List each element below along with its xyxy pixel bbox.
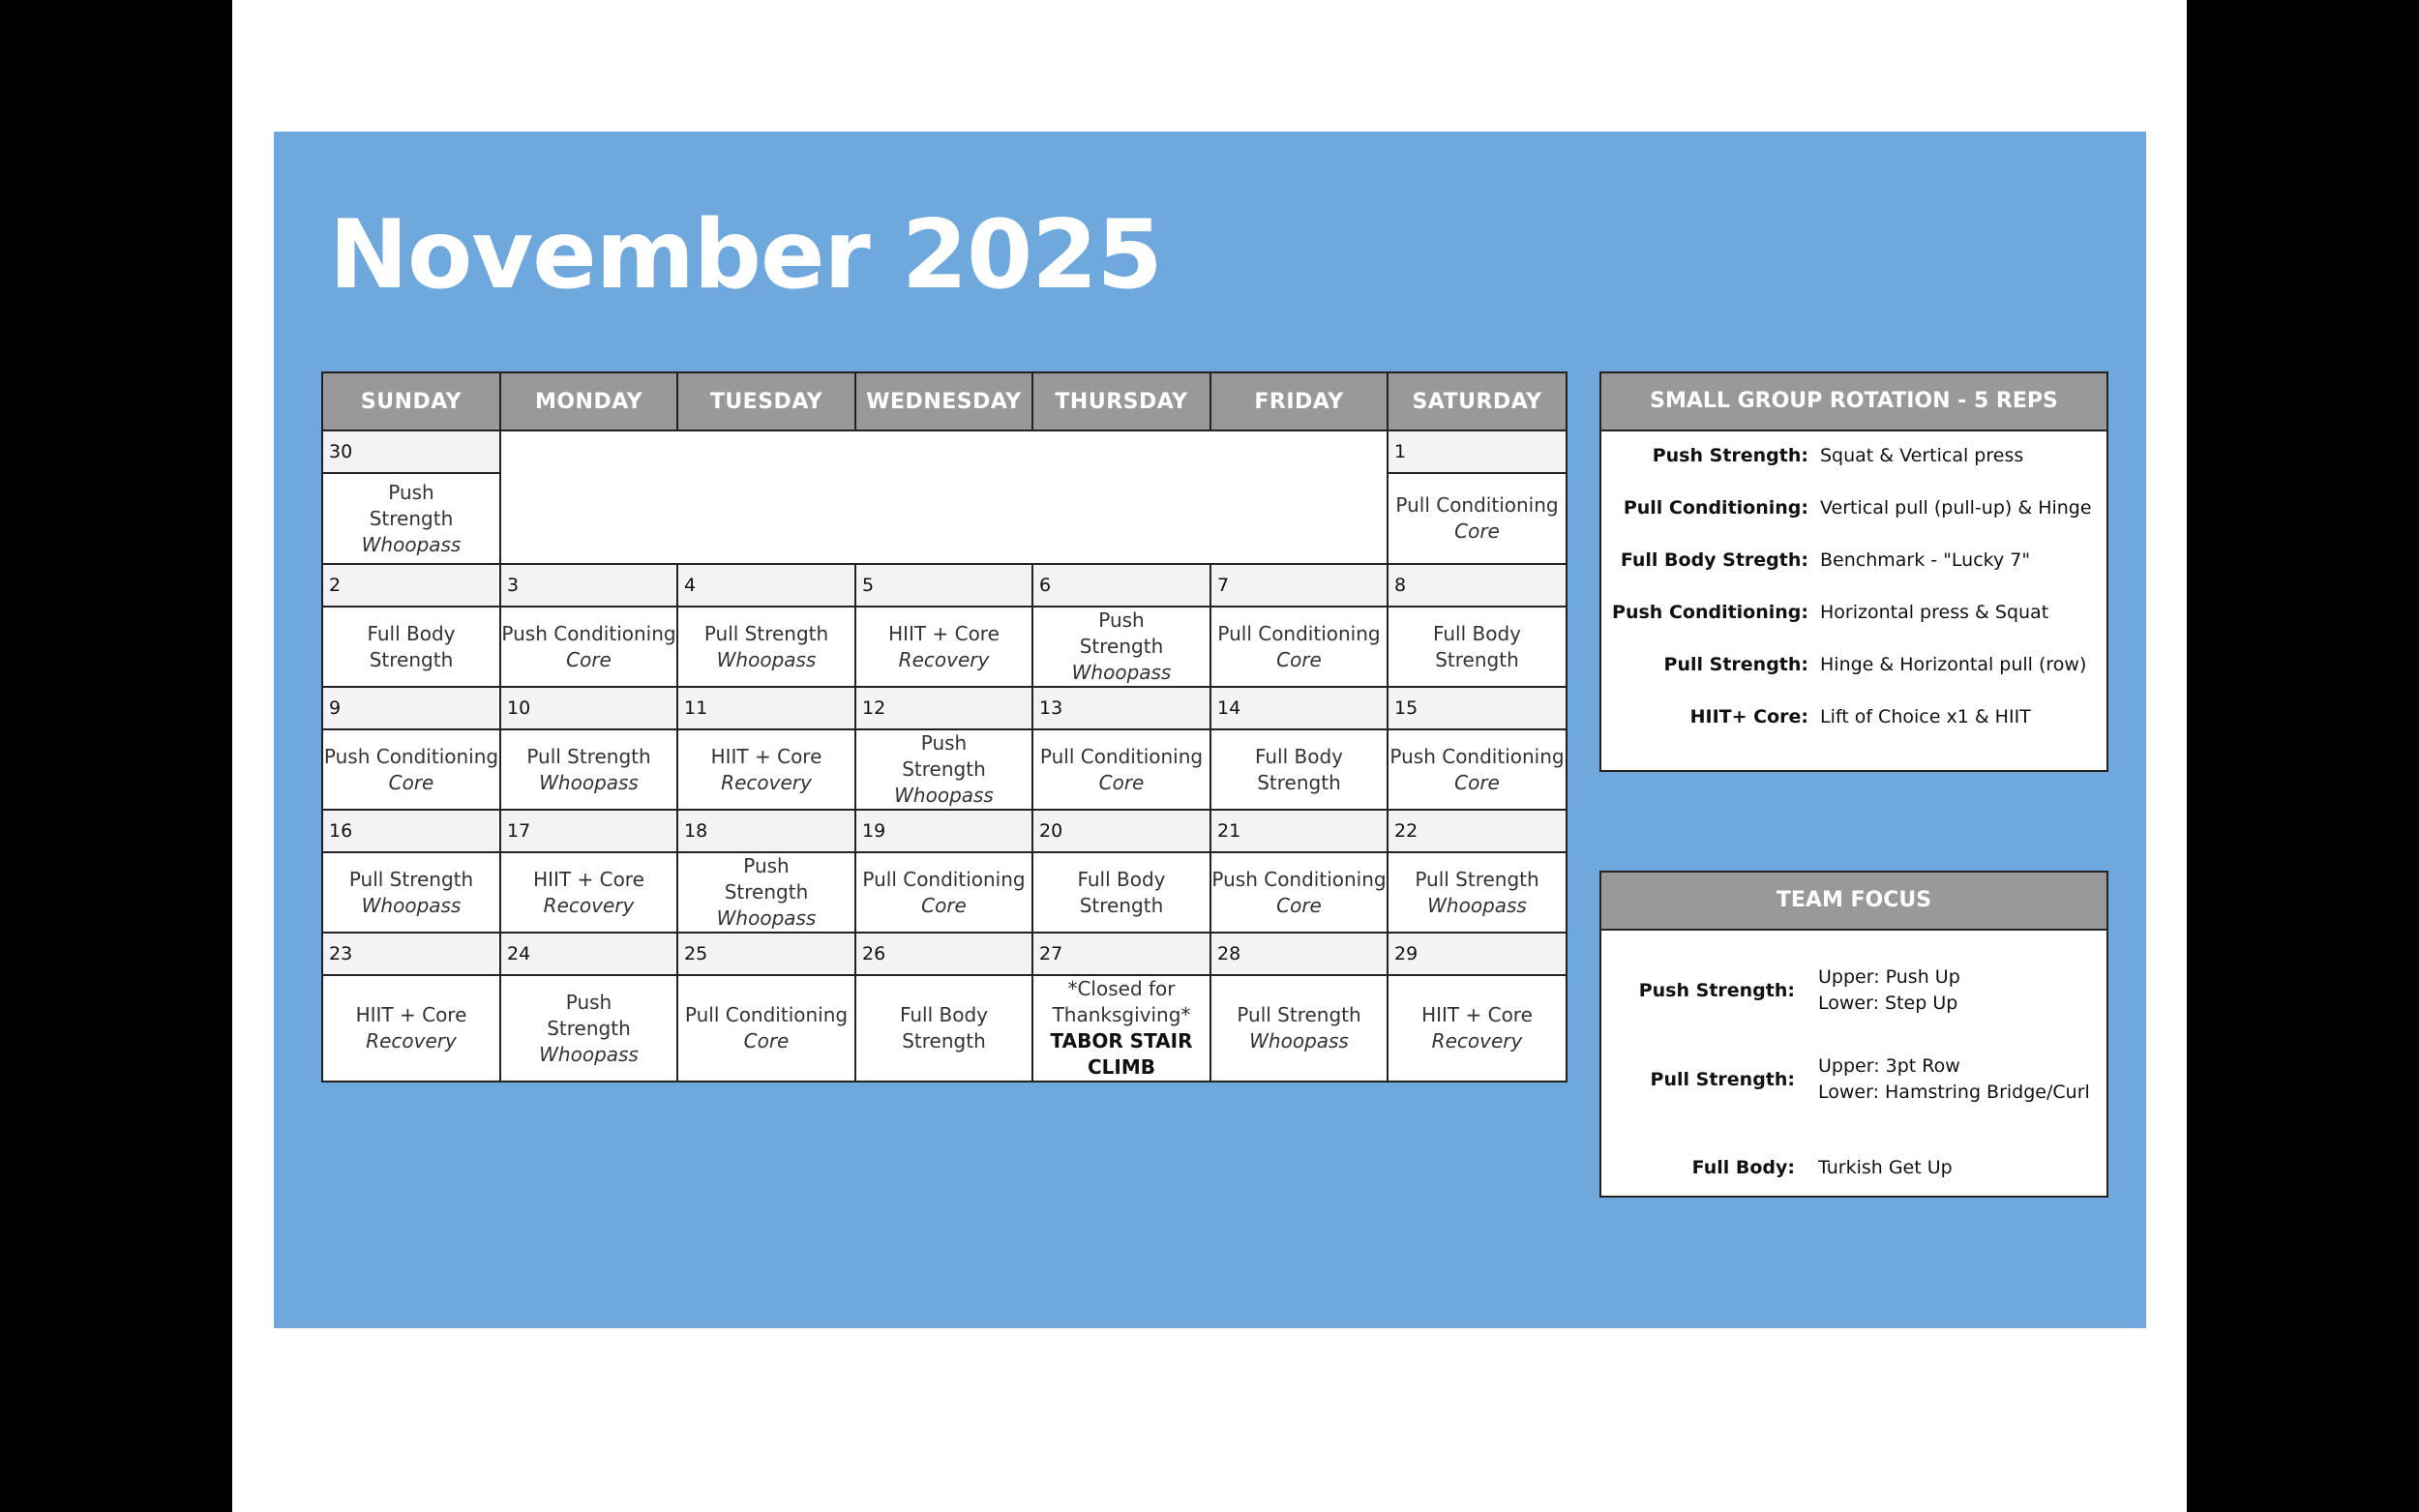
workout-name: Strength xyxy=(369,506,454,530)
team-focus-label: Push Strength: xyxy=(1638,980,1795,1001)
workout-cell[interactable] xyxy=(1388,473,1567,564)
date-number: 24 xyxy=(500,933,677,975)
workout-name: Pull Conditioning xyxy=(1039,744,1204,768)
workout-row xyxy=(322,852,1567,933)
workout-cell[interactable] xyxy=(1388,975,1567,1082)
workout-cell[interactable] xyxy=(500,852,677,933)
workout-cell[interactable] xyxy=(322,975,500,1082)
workout-name: Pull Strength xyxy=(526,744,651,768)
workout-name: Pull Strength xyxy=(703,621,829,645)
workout-name: Full Body Strength xyxy=(899,1003,989,1052)
workout-cell[interactable] xyxy=(855,607,1032,687)
workout-focus: Recovery xyxy=(898,647,990,671)
weekday-header-tuesday: TUESDAY xyxy=(677,372,855,430)
rotation-value: Benchmark - "Lucky 7" xyxy=(1820,549,2031,571)
rotation-label: Pull Strength: xyxy=(1663,654,1808,675)
workout-cell[interactable] xyxy=(322,729,500,810)
workout-cell[interactable] xyxy=(1210,729,1388,810)
workout-focus: Core xyxy=(921,893,967,917)
workout-cell[interactable] xyxy=(1032,975,1210,1082)
rotation-value: Hinge & Horizontal pull (row) xyxy=(1820,654,2087,675)
weekday-header-thursday: THURSDAY xyxy=(1032,372,1210,430)
workout-focus: Recovery xyxy=(543,893,635,917)
workout-name: Push Conditioning xyxy=(1389,744,1565,768)
date-number: 4 xyxy=(677,564,855,607)
workout-focus: Whoopass xyxy=(716,647,817,671)
workout-name: HIIT + Core xyxy=(355,1003,467,1026)
workout-focus: Recovery xyxy=(721,770,812,794)
workout-name: Strength xyxy=(1079,635,1164,658)
team-focus-line: Lower: Hamstring Bridge/Curl xyxy=(1818,1082,2090,1103)
date-number: 23 xyxy=(322,933,500,975)
weekday-header-row xyxy=(322,372,1567,430)
date-number: 9 xyxy=(322,687,500,729)
workout-focus: Core xyxy=(1098,770,1145,794)
date-number: 14 xyxy=(1210,687,1388,729)
team-focus-line: Upper: Push Up xyxy=(1818,966,1960,988)
weekday-header-sunday: SUNDAY xyxy=(322,372,500,430)
date-number: 2 xyxy=(322,564,500,607)
workout-row xyxy=(322,607,1567,687)
rotation-item xyxy=(1601,602,2106,654)
workout-cell[interactable] xyxy=(677,852,855,933)
workout-focus: Whoopass xyxy=(539,770,639,794)
rotation-item xyxy=(1601,497,2106,549)
team-focus-header: TEAM FOCUS xyxy=(1601,873,2106,931)
date-number: 7 xyxy=(1210,564,1388,607)
workout-name: Strength xyxy=(902,757,986,781)
workout-name: Push xyxy=(743,854,790,877)
workout-cell[interactable] xyxy=(1210,852,1388,933)
workout-name: Strength xyxy=(547,1016,631,1040)
team-focus-box xyxy=(1599,871,2108,1198)
rotation-header: SMALL GROUP ROTATION - 5 REPS xyxy=(1601,373,2106,431)
workout-name: HIIT + Core xyxy=(888,621,1000,645)
workout-cell[interactable] xyxy=(1032,607,1210,687)
workout-row xyxy=(322,729,1567,810)
workout-name: Full Body Strength xyxy=(1077,867,1166,917)
date-row xyxy=(322,430,1567,473)
rotation-label: Push Conditioning: xyxy=(1612,602,1808,623)
workout-focus: Core xyxy=(388,770,434,794)
date-number: 30 xyxy=(322,430,500,473)
workout-cell[interactable] xyxy=(1032,852,1210,933)
workout-cell[interactable] xyxy=(322,473,500,564)
workout-name: HIIT + Core xyxy=(1421,1003,1533,1026)
date-row xyxy=(322,687,1567,729)
team-focus-line: Turkish Get Up xyxy=(1818,1156,1953,1178)
workout-name: Pull Strength xyxy=(348,867,474,891)
rotation-item xyxy=(1601,654,2106,706)
workout-focus: Recovery xyxy=(366,1029,457,1052)
rotation-label: Push Strength: xyxy=(1652,445,1808,466)
date-number: 11 xyxy=(677,687,855,729)
team-focus-label: Full Body: xyxy=(1691,1157,1795,1178)
workout-name: Full Body Strength xyxy=(1254,744,1344,794)
workout-cell[interactable] xyxy=(855,975,1032,1082)
workout-focus: Core xyxy=(1276,893,1322,917)
workout-cell[interactable] xyxy=(322,852,500,933)
date-number: 13 xyxy=(1032,687,1210,729)
event-note: TABOR STAIR xyxy=(1050,1029,1193,1052)
team-focus-item xyxy=(1601,946,2106,1035)
workout-cell[interactable] xyxy=(1032,729,1210,810)
rotation-label: Pull Conditioning: xyxy=(1623,497,1808,519)
rotation-value: Squat & Vertical press xyxy=(1820,445,2024,466)
weekday-header-saturday: SATURDAY xyxy=(1388,372,1567,430)
date-number: 12 xyxy=(855,687,1032,729)
workout-row xyxy=(322,975,1567,1082)
workout-focus: Whoopass xyxy=(361,532,462,556)
workout-name: Push Conditioning xyxy=(1211,867,1387,891)
workout-focus: Whoopass xyxy=(716,906,817,930)
workout-cell[interactable] xyxy=(677,729,855,810)
team-focus-value xyxy=(1807,964,2106,1017)
date-number: 26 xyxy=(855,933,1032,975)
workout-name: Push xyxy=(1098,608,1145,632)
event-note: CLIMB xyxy=(1087,1055,1155,1079)
workout-name: Push Conditioning xyxy=(501,621,676,645)
workout-name: Strength xyxy=(724,880,809,904)
workout-cell[interactable] xyxy=(500,975,677,1082)
small-group-rotation-box xyxy=(1599,371,2108,772)
workout-focus: Whoopass xyxy=(539,1042,639,1066)
empty-days xyxy=(500,430,1388,564)
date-number: 25 xyxy=(677,933,855,975)
workout-focus: Whoopass xyxy=(1071,661,1172,684)
workout-name: Pull Conditioning xyxy=(1395,493,1559,517)
workout-cell[interactable] xyxy=(500,729,677,810)
rotation-value: Horizontal press & Squat xyxy=(1820,602,2049,623)
workout-name: *Closed for xyxy=(1067,977,1176,1000)
workout-cell[interactable] xyxy=(322,607,500,687)
date-number: 21 xyxy=(1210,810,1388,852)
workout-cell[interactable] xyxy=(1388,852,1567,933)
team-focus-value xyxy=(1807,1155,2106,1181)
rotation-label: Full Body Stregth: xyxy=(1620,549,1808,571)
rotation-value: Vertical pull (pull-up) & Hinge xyxy=(1820,497,2092,519)
date-number: 18 xyxy=(677,810,855,852)
workout-name: Pull Strength xyxy=(1237,1003,1361,1026)
date-number: 29 xyxy=(1388,933,1567,975)
weekday-header-wednesday: WEDNESDAY xyxy=(855,372,1032,430)
workout-focus: Core xyxy=(566,647,612,671)
rotation-value: Lift of Choice x1 & HIIT xyxy=(1820,706,2031,727)
date-number: 15 xyxy=(1388,687,1567,729)
rotation-label: HIIT+ Core: xyxy=(1689,706,1808,727)
date-row xyxy=(322,564,1567,607)
workout-name: Push xyxy=(920,731,968,755)
workout-name: Push xyxy=(565,990,612,1014)
workout-name: Pull Strength xyxy=(1415,867,1539,891)
workout-cell[interactable] xyxy=(677,607,855,687)
date-number: 22 xyxy=(1388,810,1567,852)
workout-name: Full Body Strength xyxy=(1432,621,1522,671)
workout-cell[interactable] xyxy=(1388,607,1567,687)
date-number: 17 xyxy=(500,810,677,852)
date-number: 10 xyxy=(500,687,677,729)
workout-name: Push xyxy=(388,480,434,504)
date-number: 16 xyxy=(322,810,500,852)
workout-focus: Core xyxy=(1454,519,1500,543)
team-focus-item xyxy=(1601,1035,2106,1124)
workout-name: Pull Conditioning xyxy=(1217,621,1381,645)
workout-focus: Core xyxy=(1454,770,1500,794)
workout-cell[interactable] xyxy=(677,975,855,1082)
workout-cell[interactable] xyxy=(1388,729,1567,810)
date-row xyxy=(322,810,1567,852)
date-number: 20 xyxy=(1032,810,1210,852)
calendar-grid xyxy=(321,371,1568,1082)
workout-cell[interactable] xyxy=(1210,607,1388,687)
workout-focus: Whoopass xyxy=(1249,1029,1349,1052)
date-number: 27 xyxy=(1032,933,1210,975)
team-focus-line: Upper: 3pt Row xyxy=(1818,1055,1960,1077)
rotation-item xyxy=(1601,706,2106,758)
team-focus-line: Lower: Step Up xyxy=(1818,993,1958,1014)
rotation-item xyxy=(1601,445,2106,497)
workout-name: Pull Conditioning xyxy=(862,867,1026,891)
rotation-item xyxy=(1601,549,2106,602)
weekday-header-monday: MONDAY xyxy=(500,372,677,430)
workout-focus: Core xyxy=(743,1029,790,1052)
date-number: 28 xyxy=(1210,933,1388,975)
date-number: 1 xyxy=(1388,430,1567,473)
page-title: November 2025 xyxy=(329,200,1162,311)
workout-cell[interactable] xyxy=(1210,975,1388,1082)
team-focus-item xyxy=(1601,1124,2106,1211)
workout-name: Pull Conditioning xyxy=(684,1003,849,1026)
workout-focus: Core xyxy=(1276,647,1322,671)
weekday-header-friday: FRIDAY xyxy=(1210,372,1388,430)
workout-cell[interactable] xyxy=(500,607,677,687)
workout-cell[interactable] xyxy=(855,729,1032,810)
date-row xyxy=(322,933,1567,975)
date-number: 3 xyxy=(500,564,677,607)
date-number: 6 xyxy=(1032,564,1210,607)
team-focus-value xyxy=(1807,1053,2106,1106)
workout-focus: Whoopass xyxy=(894,784,994,807)
workout-focus: Whoopass xyxy=(361,893,462,917)
date-number: 19 xyxy=(855,810,1032,852)
team-focus-label: Pull Strength: xyxy=(1650,1069,1795,1090)
workout-focus: Whoopass xyxy=(1427,893,1527,917)
workout-name: HIIT + Core xyxy=(533,867,644,891)
workout-name: Push Conditioning xyxy=(323,744,499,768)
date-number: 5 xyxy=(855,564,1032,607)
date-number: 8 xyxy=(1388,564,1567,607)
workout-cell[interactable] xyxy=(855,852,1032,933)
workout-name: Full Body Strength xyxy=(367,621,456,671)
workout-name: Thanksgiving* xyxy=(1052,1003,1191,1026)
workout-focus: Recovery xyxy=(1431,1029,1523,1052)
workout-name: HIIT + Core xyxy=(710,744,822,768)
